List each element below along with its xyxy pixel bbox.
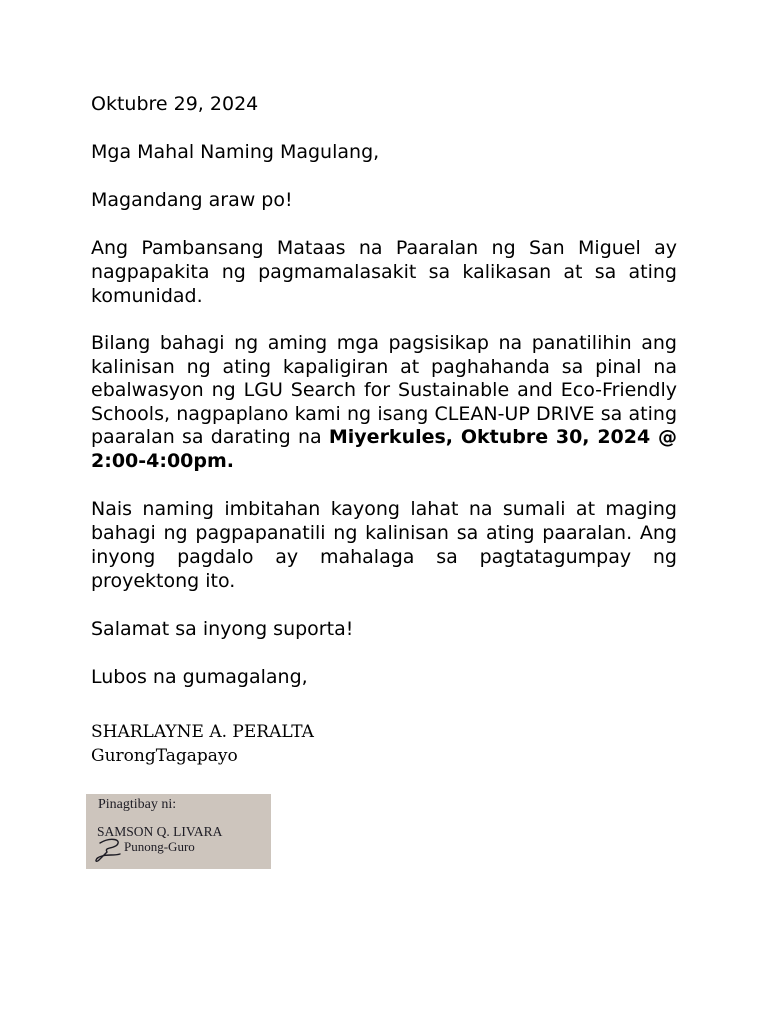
greeting: Magandang araw po! [91,189,293,211]
closing-line: Lubos na gumagalang, [91,666,308,688]
signature-block [91,720,314,768]
paragraph-invitation: Nais naming imbitahan kayong lahat na sumali at maging bahagi ng pagpapanatili ng kalinisan sa ating paaralan. Ang inyong pagdalo ay mahalaga sa pagtatagumpay ng proyektong ito. [91,498,677,592]
handwritten-signature-icon [90,834,130,864]
signatory-name: SHARLAYNE A. PERALTA [91,722,314,742]
paragraph-cleanup-drive [91,332,677,473]
thanks-line: Salamat sa inyong suporta! [91,618,354,640]
letter-body [91,92,677,713]
approval-heading: Pinagtibay ni: [98,797,177,812]
paragraph-cleanup-text: Bilang bahagi ng aming mga pagsisikap na panatilihin ang kalinisan ng ating kapaligiran at paghahanda sa pinal na ebalwasyon ng LGU Search for Sustainable and Eco-Friendly Schools, nagpaplano kami ng isang CLEAN-UP DRIVE sa ating paaralan sa darating na [91,332,677,448]
approver-name: SAMSON Q. LIVARA [97,824,223,839]
letter-date: Oktubre 29, 2024 [91,93,259,115]
paragraph-intro: Ang Pambansang Mataas na Paaralan ng San Miguel ay nagpapakita ng pagmamalasakit sa kalikasan at sa ating komunidad. [91,237,677,307]
approval-stamp [86,794,271,869]
event-schedule: Miyerkules, Oktubre 30, 2024 @ 2:00-4:00pm. [91,426,678,472]
approver-title: Punong-Guro [124,839,195,854]
signatory-title: GurongTagapayo [91,746,238,766]
salutation: Mga Mahal Naming Magulang, [91,141,380,163]
